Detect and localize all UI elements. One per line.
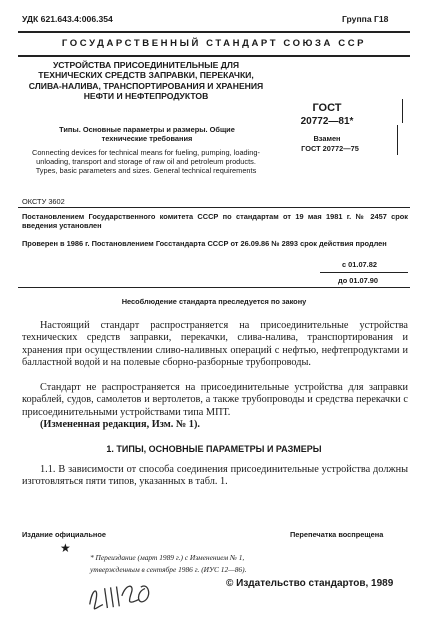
reissue-note-line1: * Переиздание (март 1989 г.) с Изменением № 1, — [90, 553, 245, 562]
decree-rule — [18, 287, 410, 288]
copyright-notice: © Издательство стандартов, 1989 — [226, 578, 394, 589]
amended-note: (Измененная редакция, Изм. № 1). — [40, 419, 200, 430]
state-standard-heading: ГОСУДАРСТВЕННЫЙ СТАНДАРТ СОЮЗА ССР — [61, 38, 367, 49]
title-block-rule — [18, 207, 410, 208]
replaces-value: ГОСТ 20772—75 — [301, 144, 359, 153]
group-code: Группа Г18 — [342, 14, 389, 24]
udk-code: УДК 621.643.4:006.354 — [22, 14, 113, 24]
effective-from-date: с 01.07.82 — [342, 260, 377, 269]
section-heading: 1. ТИПЫ, ОСНОВНЫЕ ПАРАМЕТРЫ И РАЗМЕРЫ — [106, 444, 322, 454]
effective-to-date: до 01.07.90 — [338, 276, 379, 285]
header-rule-top — [18, 31, 410, 33]
standard-subtitle: Типы. Основные параметры и размеры. Общие технические требования — [59, 125, 235, 143]
star-icon: ★ — [60, 541, 71, 555]
okstu-code: ОКСТУ 3602 — [22, 197, 65, 206]
clause-1-1: 1.1. В зависимости от способа соединения присоединительные устройства должны изготовляться пяти типов, указанных в табл. 1. — [22, 464, 408, 488]
scope-paragraph: Настоящий стандарт распространяется на присоединительные устройства технических средств заправки, перекачки, слива-налива, транспортирования и хранения при осуществлении сливо-наливных операций с нефтью, нефтепродуктами и балластной водой и на полевые сборно-разборные трубопроводы. — [22, 320, 408, 368]
exclusion-paragraph: Стандарт не распространяется на присоединительные устройства для заправки кораблей, судов, самолетов и вертолетов, а также трубопроводы и средства перекачки с присоединительными устройствами типа МПТ. — [22, 382, 408, 418]
decree-introduced: Постановлением Государственного комитета СССР по стандартам от 19 мая 1981 г. № 2457 срок введения установлен — [22, 212, 408, 230]
reprint-prohibited: Перепечатка воспрещена — [290, 530, 384, 539]
header-rule-bottom — [18, 55, 410, 57]
gost-label: ГОСТ — [312, 102, 342, 114]
reissue-note-line2: утвержденным в сентябре 1986 г. (ИУС 12—86). — [90, 565, 247, 574]
bracket-mark-upper — [402, 99, 403, 123]
bracket-mark-lower — [397, 125, 398, 155]
gost-number: 20772—81* — [300, 116, 354, 127]
legal-warning: Несоблюдение стандарта преследуется по закону — [121, 297, 307, 306]
standard-title-english: Connecting devices for technical means for fueling, pumping, loading-unloading, transport and storage of raw oil and petroleum products. Types, basic parameters and sizes. General technical requirements — [31, 148, 260, 175]
handwritten-signature — [84, 575, 158, 618]
replaces-label: Взамен — [313, 134, 341, 143]
signature-scribble — [84, 575, 157, 614]
decree-extended: Проверен в 1986 г. Постановлением Госстандарта СССР от 26.09.86 № 2893 срок действия продлен — [22, 239, 387, 248]
date-rule — [320, 272, 408, 273]
standard-title: УСТРОЙСТВА ПРИСОЕДИНИТЕЛЬНЫЕ ДЛЯ ТЕХНИЧЕСКИХ СРЕДСТВ ЗАПРАВКИ, ПЕРЕКАЧКИ, СЛИВА-НАЛИВА, ТРАНСПОРТИРОВАНИЯ И ХРАНЕНИЯ НЕФТИ И НЕФТЕПРОДУКТОВ — [28, 60, 264, 102]
official-edition: Издание официальное — [22, 530, 107, 539]
